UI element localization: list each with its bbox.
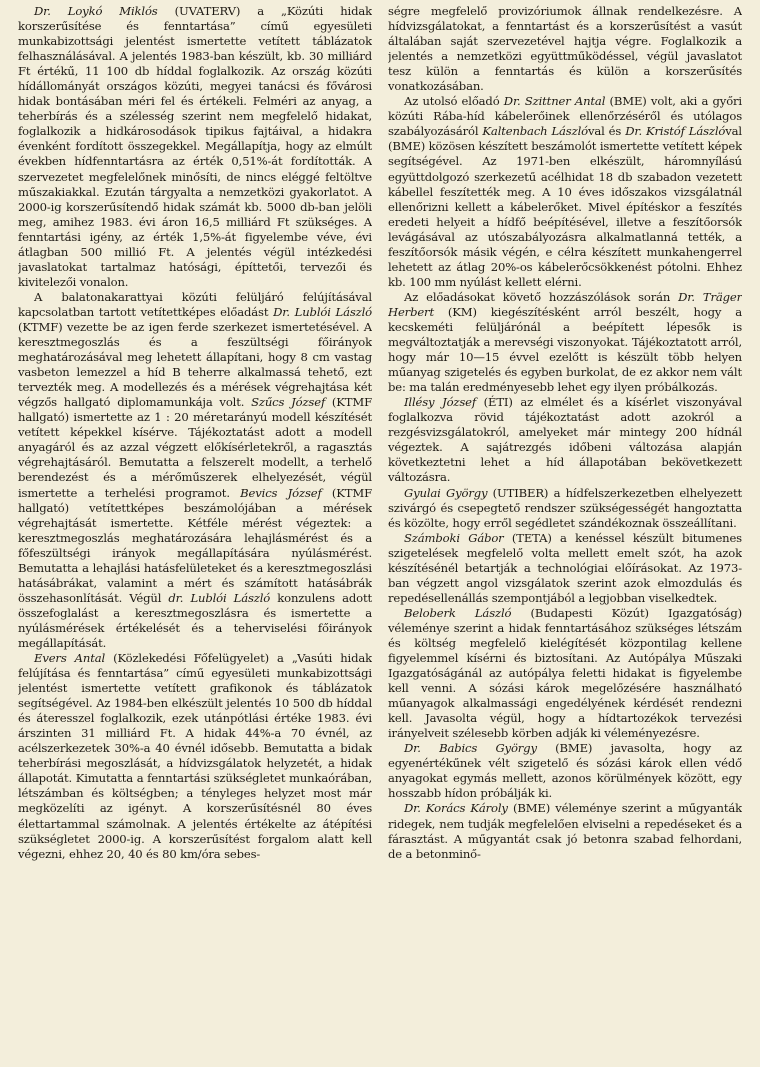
text-column-right: [388, 4, 742, 1067]
person-name: Illésy József: [404, 395, 477, 410]
paragraph: [18, 4, 372, 290]
text-run: (UVATERV) a „Közúti hidak korszerűsítése és fenntartása” című egyesületi munkabizottsági jelentést ismertette vetített táblázatok felhasználásával. A jelentés 1983-ban készült, kb. 30 milliárd Ft értékű, 11 100 db híddal foglalkozik. Az ország közúti hídállományát országos közúti, megyei tanácsi és fővárosi hidak bontásában méri fel és értékeli. Felméri az anyag, a teherbírás és a szélesség szerint nem megfelelő hidakat, foglalkozik a hidkárosodások tipikus fajtáival, a hidakra évenként fordított összegekkel. Megállapítja, hogy az elmúlt években hídfenntartásra az érték 0,51%-át fordították. A szervezetet megfelelőnek minősíti, de nincs eléggé feltöltve műszakiakkal. Ezután tárgyalta a nemzetközi gyakorlatot. A 2000-ig korszerűsítendő hidak számát kb. 5000 db-ban jelöli meg, amihez 1983. évi áron 16,5 milliárd Ft szükséges. A fenntartási igény, az érték 1,5%-át figyelembe véve, évi átlagban 500 millió Ft. A jelentés végül intézkedési javaslatokat tartalmaz hatósági, építtetői, tervezői és kivitelezői vonalon.: [18, 4, 372, 289]
person-name: Dr. Babics György: [404, 741, 537, 756]
paragraph: [388, 94, 742, 290]
person-name: Számboki Gábor: [404, 530, 504, 545]
person-name: Dr. Lublói László: [273, 304, 372, 319]
person-name: Kaltenbach László: [482, 124, 588, 139]
paragraph: [388, 741, 742, 801]
text-column-left: [18, 4, 372, 1067]
text-run: (KM) kiegészítésként arról beszélt, hogy a kecskeméti felüljárónál a beépített lépesők is megváltoztatják a merevségi viszonyokat. Tájékoztatott arról, hogy már 10—15 évvel ezelőtt is készült több helyen műanyag szigetelés és egyben burkolat, de ez akkor nem vált be: ma talán eredményesebb lehet egy ilyen próbálkozás.: [388, 304, 742, 395]
text-run: A balatonakarattyai közúti felüljáró felújításával kapcsolatban tartott vetítettképes előadást: [18, 289, 372, 319]
paragraph: [18, 651, 372, 862]
paragraph: [388, 395, 742, 485]
paragraph: [388, 4, 742, 94]
person-name: Dr. Korács Károly: [404, 801, 508, 816]
person-name: Dr. Loykó Miklós: [34, 4, 158, 18]
paragraph: [388, 486, 742, 531]
text-run: Az utolsó előadó: [404, 94, 504, 109]
person-name: Evers Antal: [34, 651, 106, 666]
text-run: konzulens adott összefoglalást a keresztmegoszlásra és ismertette a nyúlásmérések értékelését és a teherviselési főirányok megállapítását.: [18, 590, 372, 650]
text-run: (BME) volt, aki a győri közúti Rába-híd kábelerőinek ellenőrzéséről és utólagos szabályozásáról: [388, 94, 742, 139]
text-run: (ÉTI) az elmélet és a kísérlet viszonyával foglalkozva rövid tájékoztatást adott azokról a rezgésvizsgálatokról, amelyeket már mintegy 200 hídnál végeztek. A sajátrezgés időbeni változása alapján következtetni lehet a híd állapotában bekövetkezett változásra.: [388, 395, 742, 485]
person-name: Beloberk László: [404, 605, 512, 620]
paragraph: [388, 531, 742, 606]
person-name: Szűcs József: [251, 395, 326, 410]
text-run: (TETA) a kenéssel készült bitumenes szigetelések megfelelő volta mellett emelt szót, ha azok készítésénél betartják a technológiai előírásokat. Az 1973-ban végzett angol vizsgálatok szerint azok elmozdulás és repedésellenállás szempontjából a legjobban viselkedtek.: [388, 530, 742, 605]
person-name: Dr. Szittner Antal: [503, 94, 606, 109]
paragraph: [18, 290, 372, 651]
paragraph: [388, 801, 742, 861]
text-run: (Közlekedési Főfelügyelet) a „Vasúti hidak felújítása és fenntartása” című egyesületi munkabizottsági jelentést ismertette vetített grafikonok és táblázatok segítségével. Az 1984-ben elkészült jelentés 10 500 db híddal és áteresszel foglalkozik, ezek utánpótlási értéke 1983. évi árszinten 31 milliárd Ft. A hidak 44%-a 70 évnél, az acélszerkezetek 30%-a 40 évnél idősebb. Bemutatta a bidak teherbírási megoszlását, a hídvizsgálatok helyzetét, a hidak állapotát. Kimutatta a fenntartási szükségletet munkaórában, létszámban és költségben; a tényleges helyzet most már megközelíti az igényt. A korszerűsítésnél 80 éves élettartammal számolnak. A jelentés értékelte az átépítési szükségletet 2000-ig. A korszerűsítést forgalom alatt kell végezni, ehhez 20, 40 és 80 km/óra sebes-: [18, 651, 372, 861]
person-name: Bevics József: [240, 485, 322, 500]
person-name: Dr. Kristóf László: [625, 124, 726, 139]
person-name: Gyulai György: [404, 485, 488, 500]
text-run: (KTMF hallgató) vetítettképes beszámolójában a mérések végrehajtását ismertette. Kétféle mérést végeztek: a keresztmegoszlás meghatározására lehajlásmérést és a főfeszültségi irányok megállapítására nyúlásmérést. Bemutatta a lehajlási hatásfelületeket és a keresztmegoszlási hatásábrákat, valamint a mért és számított hatásábrák összehasonlítását. Végül: [18, 485, 372, 605]
person-name: dr. Lublói László: [168, 590, 271, 605]
text-run: ségre megfelelő provizóriumok állnak rendelkezésre. A hídvizsgálatokat, a fenntartást és a korszerűsítést a vasút általában saját szervezetével hajtja végre. Foglalkozik a jelentés a nemzetközi együttműködéssel, végül javaslatot tesz külön a fenntartás és külön a korszerűsítés vonatkozásában.: [388, 4, 742, 94]
text-run: val (BME) közösen készített beszámolót ismertette vetített képek segítségével. Az 1971-ben elkészült, háromnyílású együttdolgozó szerkezetű acélhidat 18 db szabadon vezetett kábellel feszítették meg. A 10 éves időszakos vizsgálatnál ellenőrizni kellett a kábelerőket. Mivel építéskor a feszítés eredeti helyeit a hídfő beépítésével, illetve a feszítőorsók levágásával az utószabályozásra alkalmatlanná tették, a feszítőorsók másik végén, e célra készített munkahengerrel lehetett az átlag 20%-os kábelerőcsökkenést pótolni. Ehhez kb. 100 mm nyúlást kellett elérni.: [388, 124, 742, 289]
text-run: (Budapesti Közút) Igazgatóság) véleménye szerint a hidak fenntartásához szükséges létszám és költség megfelelő kielégítését központilag kellene figyelemmel kísérni és biztosítani. Az Autópálya Műszaki Igazgatóságánál az autópálya feletti hidakat is figyelembe kell venni. A sózási károk megelőzésére használható műanyagok alkalmassági engedélyének kérdését rendezni kell. Javasolta végül, hogy a hídtartozékok tervezési irányelveit szélesebb körben adják ki véleményezésre.: [388, 605, 742, 741]
text-run: (KTMF hallgató) ismertette az 1 : 20 méretarányú modell készítését vetített képekkel kísérve. Tájékoztatást adott a modell anyagáról és az azzal végzett előkísérletekről, a ragasztás végrehajtásáról. Bemutatta a felszerelt modellt, a terhelő berendezést és a mérőműszerek elhelyezését, végül ismertette a terhelési programot.: [18, 395, 372, 500]
person-name: Dr. Träger Herbert: [388, 289, 742, 319]
text-run: (BME) javasolta, hogy az egyenértékűnek vélt szigetelő és sózási károk ellen védő anyagokat egymás mellett, azonos körülmények között, egy hosszabb hídon próbálják ki.: [388, 741, 742, 801]
paragraph: [388, 606, 742, 741]
text-run: val és: [587, 124, 626, 139]
paragraph: [388, 290, 742, 395]
text-run: Az előadásokat követő hozzászólások során: [404, 289, 679, 304]
text-run: (BME) véleménye szerint a műgyanták ridegek, nem tudják megfelelően elviselni a repedéseket és a fárasztást. A műgyantát csak jó betonra szabad felhordani, de a betonminő-: [388, 801, 742, 861]
text-run: (KTMF) vezette be az igen ferde szerkezet ismertetésével. A keresztmegoszlás és a feszültségi főirányok meghatározásával meg lehetett állapítani, hogy 8 cm vastag vasbeton lemezzel a híd B teherre alkalmassá tehető, ezt tervezték meg. A modellezés és a mérések végrehajtása két végzős hallgató diplomamunkája volt.: [18, 319, 372, 410]
text-run: (UTIBER) a hídfelszerkezetben elhelyezett szivárgó és csepegtető rendszer szükségességét hangoztatta és közölte, hogy erről segédletet szándékoznak összeállítani.: [388, 485, 742, 530]
